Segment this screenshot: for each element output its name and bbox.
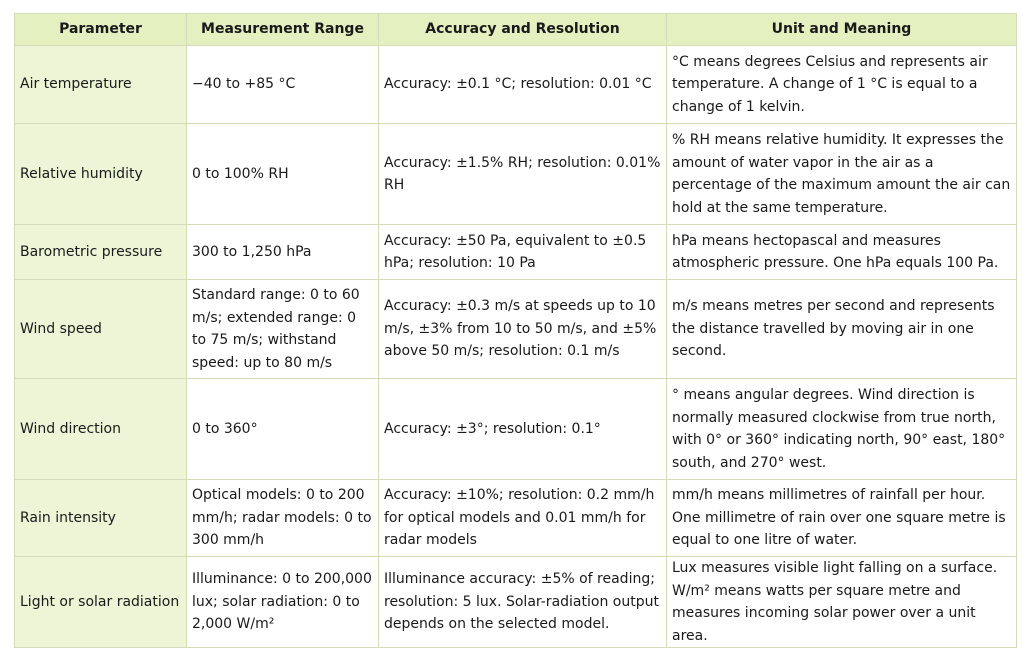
table-row-light-solar-radiation [15, 557, 1017, 648]
cell-range: −40 to +85 °C [187, 46, 379, 124]
cell-range: 0 to 360° [187, 379, 379, 480]
cell-range: Illuminance: 0 to 200,000 lux; solar radiation: 0 to 2,000 W/m² [187, 557, 379, 648]
cell-parameter: Wind direction [15, 379, 187, 480]
cell-accuracy: Accuracy: ±3°; resolution: 0.1° [379, 379, 667, 480]
cell-accuracy: Accuracy: ±10%; resolution: 0.2 mm/h for optical models and 0.01 mm/h for radar models [379, 480, 667, 557]
weather-sensor-table-container [14, 13, 1016, 648]
table-row-wind-speed [15, 280, 1017, 379]
cell-range: 300 to 1,250 hPa [187, 225, 379, 280]
cell-meaning: Lux measures visible light falling on a surface. W/m² means watts per square metre and measures incoming solar power over a unit area. [667, 557, 1017, 648]
header-unit-meaning: Unit and Meaning [667, 14, 1017, 46]
weather-parameters-table [14, 13, 1017, 648]
table-row-relative-humidity [15, 124, 1017, 225]
cell-parameter: Relative humidity [15, 124, 187, 225]
cell-meaning: mm/h means millimetres of rainfall per hour. One millimetre of rain over one square metre is equal to one litre of water. [667, 480, 1017, 557]
cell-range: Standard range: 0 to 60 m/s; extended range: 0 to 75 m/s; withstand speed: up to 80 m/s [187, 280, 379, 379]
table-row-wind-direction [15, 379, 1017, 480]
cell-accuracy: Illuminance accuracy: ±5% of reading; resolution: 5 lux. Solar-radiation output depends on the selected model. [379, 557, 667, 648]
cell-range: 0 to 100% RH [187, 124, 379, 225]
cell-accuracy: Accuracy: ±1.5% RH; resolution: 0.01% RH [379, 124, 667, 225]
cell-parameter: Air temperature [15, 46, 187, 124]
cell-meaning: ° means angular degrees. Wind direction is normally measured clockwise from true north, with 0° or 360° indicating north, 90° east, 180° south, and 270° west. [667, 379, 1017, 480]
table-header [15, 14, 1017, 46]
cell-range: Optical models: 0 to 200 mm/h; radar models: 0 to 300 mm/h [187, 480, 379, 557]
cell-meaning: m/s means metres per second and represents the distance travelled by moving air in one second. [667, 280, 1017, 379]
header-row [15, 14, 1017, 46]
table-row-air-temperature [15, 46, 1017, 124]
cell-meaning: °C means degrees Celsius and represents air temperature. A change of 1 °C is equal to a change of 1 kelvin. [667, 46, 1017, 124]
table-row-rain-intensity [15, 480, 1017, 557]
cell-accuracy: Accuracy: ±0.3 m/s at speeds up to 10 m/s, ±3% from 10 to 50 m/s, and ±5% above 50 m/s; resolution: 0.1 m/s [379, 280, 667, 379]
cell-accuracy: Accuracy: ±50 Pa, equivalent to ±0.5 hPa; resolution: 10 Pa [379, 225, 667, 280]
cell-meaning: hPa means hectopascal and measures atmospheric pressure. One hPa equals 100 Pa. [667, 225, 1017, 280]
cell-parameter: Rain intensity [15, 480, 187, 557]
table-body [15, 46, 1017, 648]
header-accuracy-resolution: Accuracy and Resolution [379, 14, 667, 46]
cell-parameter: Barometric pressure [15, 225, 187, 280]
header-parameter: Parameter [15, 14, 187, 46]
cell-meaning: % RH means relative humidity. It expresses the amount of water vapor in the air as a percentage of the maximum amount the air can hold at the same temperature. [667, 124, 1017, 225]
cell-parameter: Light or solar radiation [15, 557, 187, 648]
cell-parameter: Wind speed [15, 280, 187, 379]
header-measurement-range: Measurement Range [187, 14, 379, 46]
table-row-barometric-pressure [15, 225, 1017, 280]
cell-accuracy: Accuracy: ±0.1 °C; resolution: 0.01 °C [379, 46, 667, 124]
